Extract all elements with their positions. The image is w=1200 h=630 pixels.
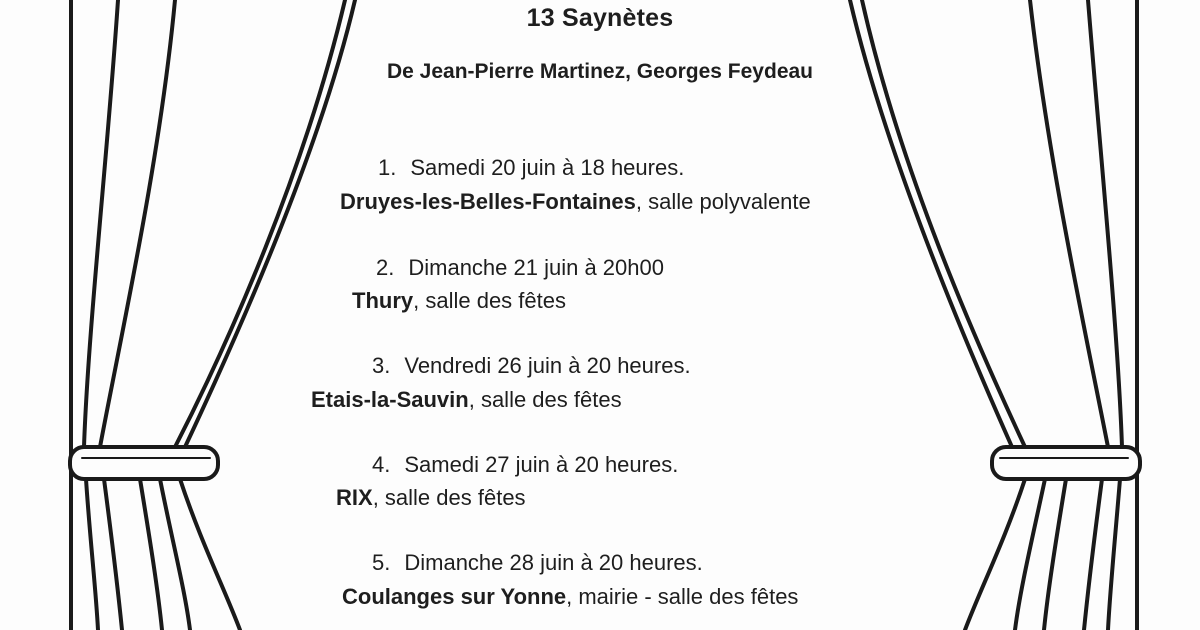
performance-5-date: Dimanche 28 juin à 20 heures. [404,550,703,575]
show-authors: De Jean-Pierre Martinez, Georges Feydeau [387,60,813,83]
performance-5-location-line [342,584,798,610]
performance-2-venue: , salle des fêtes [413,288,566,313]
performance-2-location-line [352,288,566,314]
performance-3-number: 3. [372,353,391,378]
right-curtain [850,0,1140,630]
performance-5-venue: , mairie - salle des fêtes [566,584,799,609]
performance-4-date-line [372,452,678,478]
performance-3-location-line [311,387,622,413]
performance-5-number: 5. [372,550,391,575]
performance-3-place: Etais-la-Sauvin [311,387,469,412]
performance-1-date-line [378,155,684,181]
performance-2-date: Dimanche 21 juin à 20h00 [408,255,664,280]
performance-5-date-line [372,550,703,576]
performance-2-number: 2. [376,255,395,280]
performance-4-number: 4. [372,452,391,477]
performance-3-date-line [372,353,691,379]
performance-1-place: Druyes-les-Belles-Fontaines [340,189,636,214]
show-title: 13 Saynètes [526,4,674,32]
performance-2-place: Thury [352,288,414,313]
performance-1-date: Samedi 20 juin à 18 heures. [410,155,685,180]
performance-4-venue: , salle des fêtes [372,485,526,510]
performance-1-number: 1. [378,155,397,180]
performance-4-date: Samedi 27 juin à 20 heures. [404,452,679,477]
performance-2-date-line [376,255,664,281]
performance-1-venue: , salle polyvalente [635,189,811,214]
performance-4-place: RIX [336,485,373,510]
performance-4-location-line [336,485,526,511]
performance-1-location-line [340,189,811,215]
performance-3-venue: , salle des fêtes [468,387,622,412]
left-curtain [70,0,355,630]
performance-5-place: Coulanges sur Yonne [342,584,567,609]
performance-3-date: Vendredi 26 juin à 20 heures. [404,353,691,378]
